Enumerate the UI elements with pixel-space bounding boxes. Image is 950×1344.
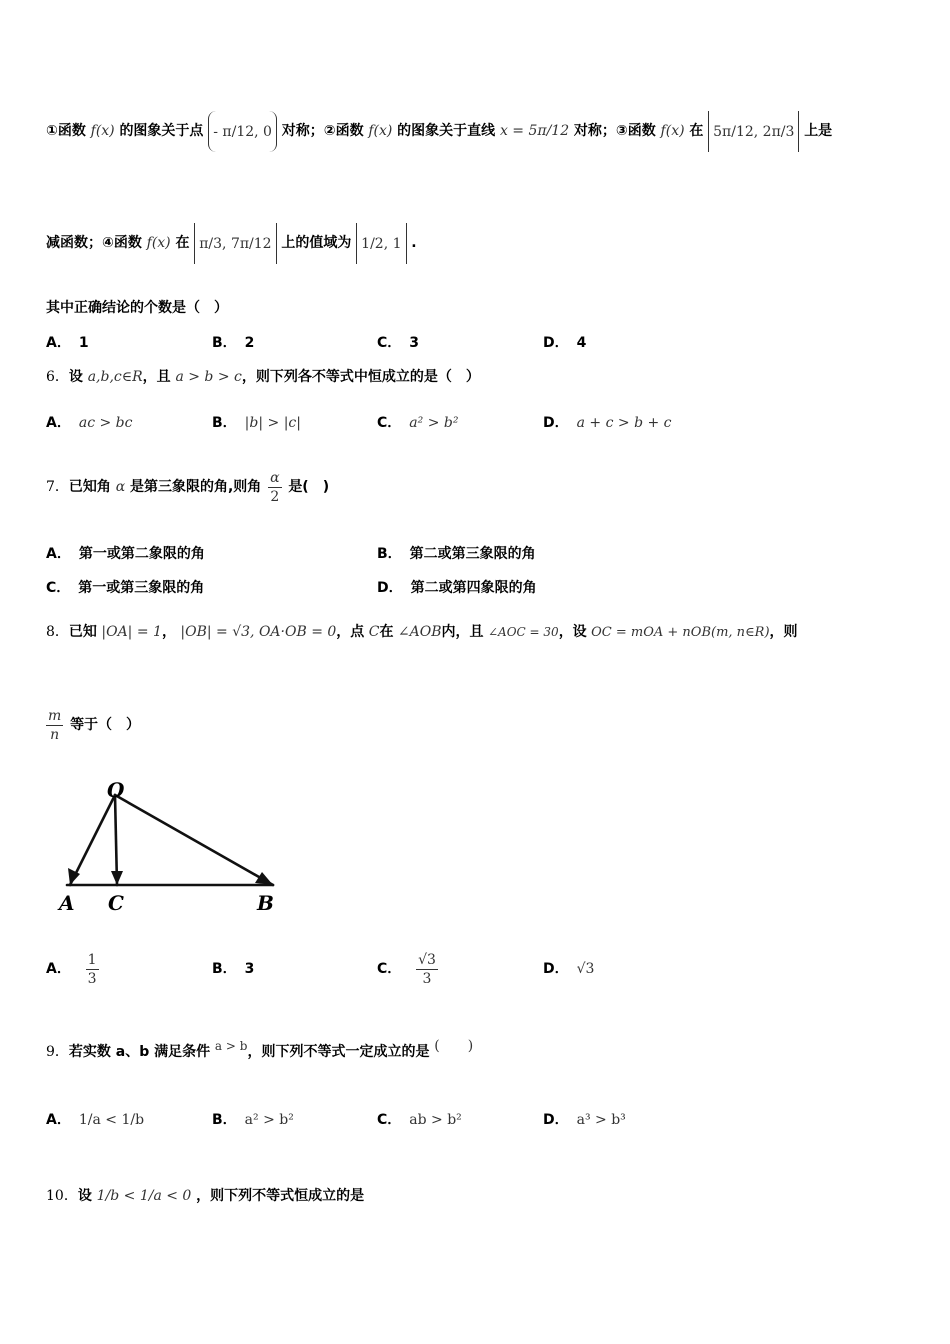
option-label: B． <box>212 961 237 977</box>
q9-text: ，则下列不等式一定成立的是 <box>247 1044 430 1060</box>
q5-interval-3 <box>708 111 799 152</box>
q5-interval-4-value: π/3, 7π/12 <box>199 235 272 252</box>
q6-option-a[interactable] <box>46 412 132 433</box>
q5-point <box>208 111 277 152</box>
q8-condition-2: |OB| = √3, OA·OB = 0 <box>180 624 337 640</box>
q5-question: 其中正确结论的个数是（ ） <box>46 300 228 316</box>
q10-condition: 1/b < 1/a < 0 <box>96 1188 192 1204</box>
option-label: A． <box>46 961 71 977</box>
q5-line-equation: x = 5π/12 <box>499 123 570 139</box>
q10-text: ，则下列不等式恒成立的是 <box>196 1188 365 1204</box>
q9-condition: a > b <box>214 1039 248 1053</box>
q8-vector-expression: OC = mOA + nOB(m, n∈R) <box>591 625 770 640</box>
q5-fx: f(x) <box>146 235 171 251</box>
q9-option-a[interactable] <box>46 1096 144 1142</box>
q8-condition-1: |OA| = 1 <box>101 624 162 640</box>
q9-option-b[interactable] <box>212 1096 294 1142</box>
q8-triangle-figure <box>55 775 285 920</box>
option-label: B． <box>212 335 237 351</box>
option-text: 3 <box>244 961 255 977</box>
q7-alpha: α <box>115 479 126 495</box>
option-text: a² > b² <box>409 415 459 431</box>
option-label: A． <box>46 335 71 351</box>
option-text: 3 <box>409 335 420 351</box>
q7-option-d[interactable] <box>377 577 537 598</box>
q7-text: 已知角 <box>68 479 111 495</box>
q7-stem <box>46 462 329 510</box>
option-text: |b| > |c| <box>244 415 301 431</box>
q8-text: 等于（ ） <box>70 717 141 733</box>
option-fraction <box>416 951 438 988</box>
q6-text: ，则下列各不等式中恒成立的是（ ） <box>241 369 480 385</box>
question-number: 8． <box>46 624 69 640</box>
option-text: 第二或第三象限的角 <box>409 546 536 562</box>
option-text: a³ > b³ <box>576 1112 626 1128</box>
q6-option-d[interactable] <box>543 412 672 433</box>
q8-option-c[interactable] <box>377 944 440 992</box>
q9-answer-paren: ( ) <box>434 1038 474 1054</box>
q7-option-c[interactable] <box>46 577 204 598</box>
segment-ob <box>115 795 273 885</box>
q9-stem <box>46 1030 473 1062</box>
option-label: C． <box>377 1112 402 1128</box>
q8-stem <box>46 622 798 643</box>
q5-option-d[interactable] <box>543 332 586 353</box>
option-text: 4 <box>576 335 587 351</box>
q6-option-c[interactable] <box>377 412 458 433</box>
option-text: 第一或第三象限的角 <box>78 580 205 596</box>
frac-den: 2 <box>270 488 280 505</box>
q5-text: 上的值域为 <box>281 235 352 251</box>
frac-den: 3 <box>87 970 97 987</box>
option-label: B． <box>212 1112 237 1128</box>
frac-num: √3 <box>418 951 436 968</box>
option-text: ac > bc <box>78 415 133 431</box>
q5-option-b[interactable] <box>212 332 254 353</box>
q7-option-a[interactable] <box>46 543 205 564</box>
q6-text: 设 <box>68 369 83 385</box>
q5-text: 的图象关于直线 <box>397 123 496 139</box>
q5-text: 对称；②函数 <box>281 123 364 139</box>
q5-fx: f(x) <box>660 123 685 139</box>
arrowhead-b <box>255 872 273 885</box>
q5-statement-4: 减函数；④函数 <box>46 235 142 251</box>
q8-stem-2 <box>46 700 140 748</box>
q8-text: 内，且 <box>441 624 484 640</box>
option-fraction <box>86 951 99 988</box>
option-label: C． <box>377 415 402 431</box>
q5-option-a[interactable] <box>46 332 89 353</box>
q8-text: ，则 <box>769 624 798 640</box>
question-number: 9． <box>46 1044 69 1060</box>
q10-text: 设 <box>77 1188 92 1204</box>
label-c: C <box>108 891 124 915</box>
q6-set: a,b,c∈R <box>87 369 143 385</box>
q5-option-c[interactable] <box>377 332 419 353</box>
question-number: 7． <box>46 479 69 495</box>
option-label: A． <box>46 1112 71 1128</box>
q9-text: 若实数 a、b 满足条件 <box>68 1044 211 1060</box>
option-label: D． <box>543 1112 569 1128</box>
option-text: a + c > b + c <box>576 415 672 431</box>
q8-point-c: C <box>368 624 380 640</box>
q5-text: 上是 <box>804 123 833 139</box>
segment-oa <box>70 795 115 885</box>
q5-range <box>356 223 406 264</box>
option-text: √3 <box>576 961 595 977</box>
q5-point-value: - π/12, 0 <box>213 123 272 140</box>
q8-text: 已知 <box>68 624 97 640</box>
option-text: 1 <box>78 335 89 351</box>
option-label: A． <box>46 415 71 431</box>
q7-text: 是( ) <box>288 479 330 495</box>
q8-option-b[interactable] <box>212 944 254 992</box>
q6-stem <box>46 366 480 387</box>
q8-text: ，设 <box>558 624 587 640</box>
option-label: D． <box>543 335 569 351</box>
label-a: A <box>59 891 75 915</box>
q8-option-a[interactable] <box>46 944 101 992</box>
q5-text: 在 <box>175 235 190 251</box>
q10-stem <box>46 1170 364 1220</box>
q5-period: . <box>411 235 417 251</box>
q6-condition: a > b > c <box>175 369 242 385</box>
option-label: D． <box>543 961 569 977</box>
q5-fx: f(x) <box>368 123 393 139</box>
q5-line2 <box>46 216 417 268</box>
frac-den: n <box>50 726 60 743</box>
q9-option-c[interactable] <box>377 1096 462 1142</box>
q8-angle: ∠AOB <box>397 624 442 640</box>
q8-text: 在 <box>379 624 394 640</box>
option-text: 第一或第二象限的角 <box>78 546 205 562</box>
q5-fx: f(x) <box>90 123 115 139</box>
q7-half-angle <box>268 469 281 506</box>
option-text: a² > b² <box>244 1112 294 1128</box>
arrowhead-c <box>111 871 123 885</box>
option-label: C． <box>377 961 402 977</box>
q8-option-d[interactable] <box>543 944 594 992</box>
option-label: C． <box>377 335 402 351</box>
option-label: D． <box>377 580 403 596</box>
q5-text: 的图象关于点 <box>119 123 204 139</box>
q7-text: 是第三象限的角,则角 <box>129 479 262 495</box>
q8-angle-aoc: ∠AOC = 30 <box>487 625 559 639</box>
q5-interval-4 <box>194 223 276 264</box>
q8-ratio <box>46 707 63 744</box>
option-text: 第二或第四象限的角 <box>410 580 537 596</box>
frac-num: 1 <box>87 951 97 968</box>
q8-text: ，点 <box>336 624 365 640</box>
option-label: B． <box>377 546 402 562</box>
frac-num: α <box>270 469 280 486</box>
q5-line1 <box>46 104 832 156</box>
q5-interval-3-value: 5π/12, 2π/3 <box>713 123 795 140</box>
option-label: C． <box>46 580 71 596</box>
q7-option-b[interactable] <box>377 543 536 564</box>
q9-option-d[interactable] <box>543 1096 626 1142</box>
q5-text: 对称；③函数 <box>573 123 656 139</box>
option-label: D． <box>543 415 569 431</box>
q8-text: ， <box>161 624 176 640</box>
frac-num: m <box>48 707 62 724</box>
q6-option-b[interactable] <box>212 412 301 433</box>
option-text: 2 <box>244 335 255 351</box>
option-label: B． <box>212 415 237 431</box>
q6-text: ，且 <box>142 369 171 385</box>
option-text: ab > b² <box>409 1112 462 1128</box>
q5-statement-1: ①函数 <box>46 123 86 139</box>
option-text: 1/a < 1/b <box>78 1112 145 1128</box>
option-label: A． <box>46 546 71 562</box>
q5-range-value: 1/2, 1 <box>361 235 402 252</box>
label-b: B <box>257 891 274 915</box>
frac-den: 3 <box>422 970 432 987</box>
label-o: O <box>107 778 125 802</box>
question-number: 6． <box>46 369 69 385</box>
q5-text: 在 <box>689 123 704 139</box>
question-number: 10． <box>46 1188 78 1204</box>
